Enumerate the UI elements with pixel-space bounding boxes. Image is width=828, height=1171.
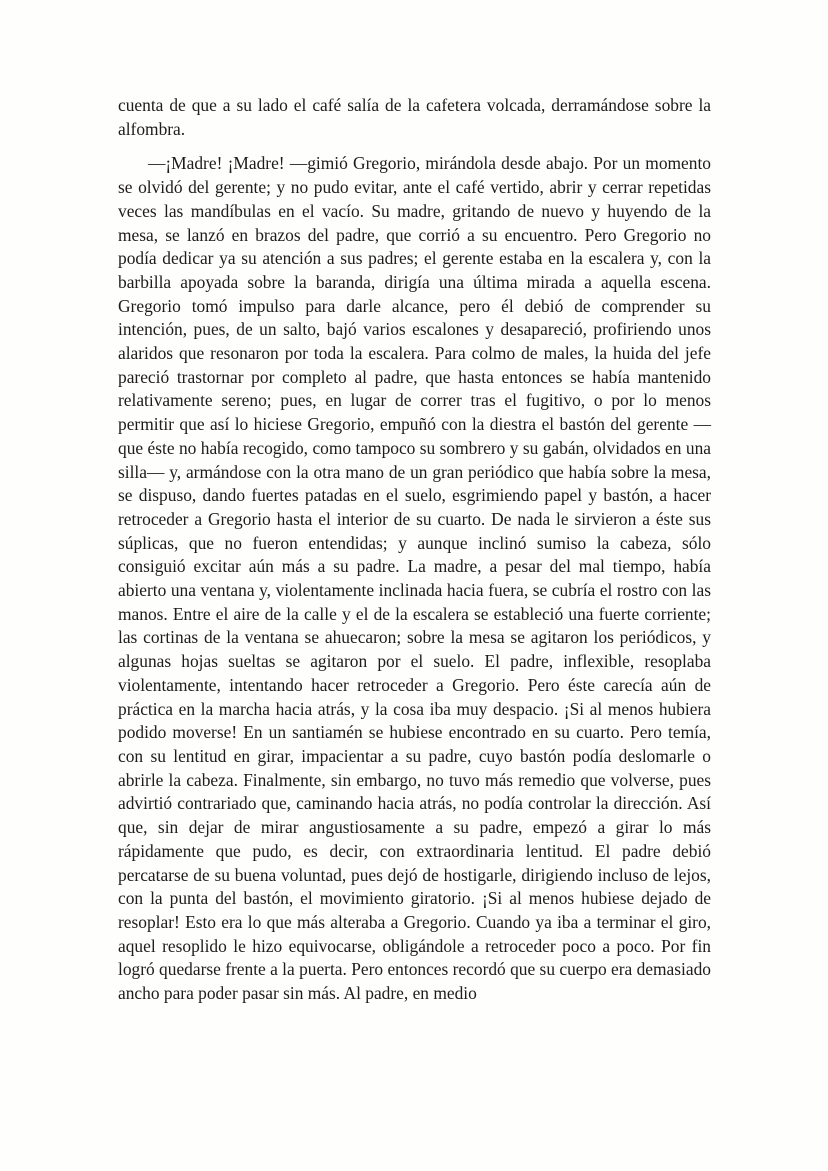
paragraph: —¡Madre! ¡Madre! —gimió Gregorio, mirándola desde abajo. Por un momento se olvidó del gerente; y no pudo evitar, ante el café vertido, abrir y cerrar repetidas veces las mandíbulas en el vacío. Su madre, gritando de nuevo y huyendo de la mesa, se lanzó en brazos del padre, que corrió a su encuentro. Pero Gregorio no podía dedicar ya su atención a sus padres; el gerente estaba en la escalera y, con la barbilla apoyada sobre la baranda, dirigía una última mirada a aquella escena. Gregorio tomó impulso para darle alcance, pero él debió de comprender su intención, pues, de un salto, bajó varios escalones y desapareció, profiriendo unos alaridos que resonaron por toda la escalera. Para colmo de males, la huida del jefe pareció trastornar por completo al padre, que hasta entonces se había mantenido relativamente sereno; pues, en lugar de correr tras el fugitivo, o por lo menos permitir que así lo hiciese Gregorio, empuñó con la diestra el bastón del gerente —que éste no había recogido, como tampoco su sombrero y su gabán, olvidados en una silla— y, armándose con la otra mano de un gran periódico que había sobre la mesa, se dispuso, dando fuertes patadas en el suelo, esgrimiendo papel y bastón, a hacer retroceder a Gregorio hasta el interior de su cuarto. De nada le sirvieron a éste sus súplicas, que no fueron entendidas; y aunque inclinó sumiso la cabeza, sólo consiguió excitar aún más a su padre. La madre, a pesar del mal tiempo, había abierto una ventana y, violentamente inclinada hacia fuera, se cubría el rostro con las manos. Entre el aire de la calle y el de la escalera se estableció una fuerte corriente; las cortinas de la ventana se ahuecaron; sobre la mesa se agitaron los periódicos, y algunas hojas sueltas se agitaron por el suelo. El padre, inflexible, resoplaba violentamente, intentando hacer retroceder a Gregorio. Pero éste carecía aún de práctica en la marcha hacia atrás, y la cosa iba muy despacio. ¡Si al menos hubiera podido moverse! En un santiamén se hubiese encontrado en su cuarto. Pero temía, con su lentitud en girar, impacientar a su padre, cuyo bastón podía deslomarle o abrirle la cabeza. Finalmente, sin embargo, no tuvo más remedio que volverse, pues advirtió contrariado que, caminando hacia atrás, no podía controlar la dirección. Así que, sin dejar de mirar angustiosamente a su padre, empezó a girar lo más rápidamente que pudo, es decir, con extraordinaria lentitud. El padre debió percatarse de su buena voluntad, pues dejó de hostigarle, dirigiendo incluso de lejos, con la punta del bastón, el movimiento giratorio. ¡Si al menos hubiese dejado de resoplar! Esto era lo que más alteraba a Gregorio. Cuando ya iba a terminar el giro, aquel resoplido le hizo equivocarse, obligándole a retroceder poco a poco. Por fin logró quedarse frente a la puerta. Pero entonces recordó que su cuerpo era demasiado ancho para poder pasar sin más. Al padre, en medio (118, 153, 711, 1004)
page-text-block (118, 94, 711, 1006)
paragraph: cuenta de que a su lado el café salía de la cafetera volcada, derramándose sobre la alfombra. (118, 95, 711, 139)
